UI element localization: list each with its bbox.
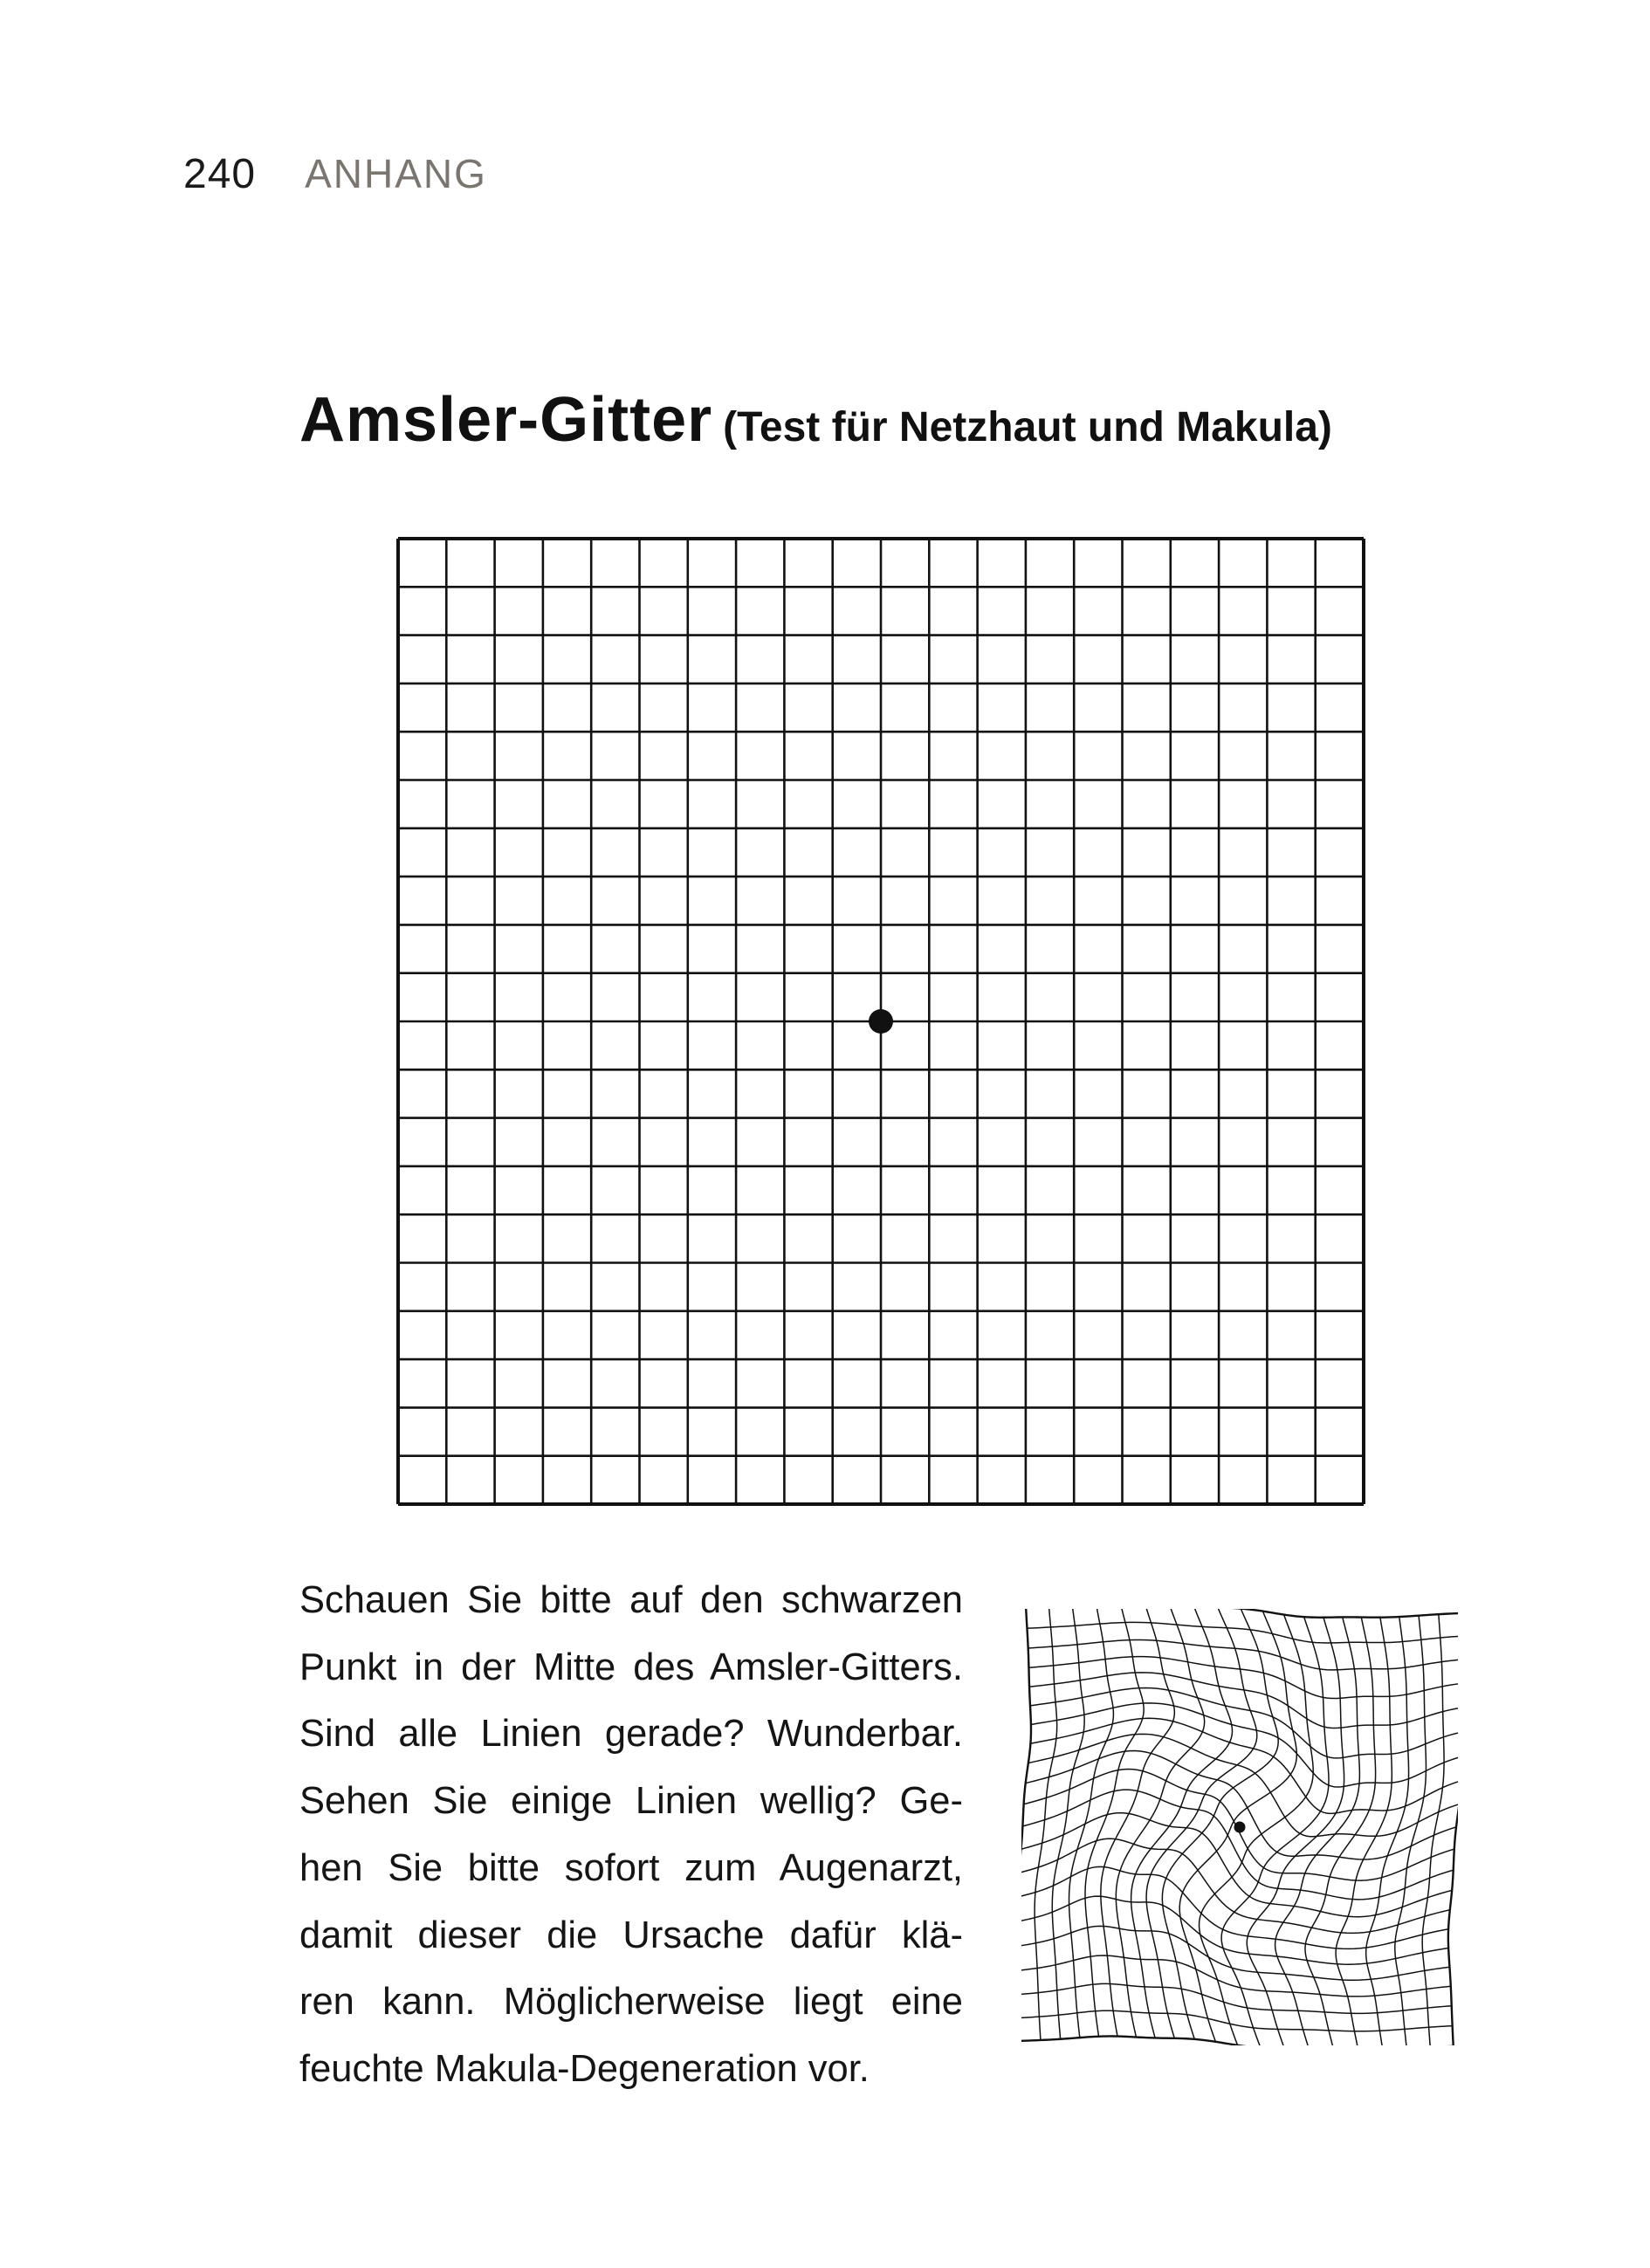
title-main: Amsler-Gitter: [299, 385, 713, 455]
wavy-line-vertical: [1336, 1618, 1392, 2045]
wavy-line-vertical: [1422, 1614, 1444, 2045]
wavy-line-vertical: [1275, 1617, 1360, 2045]
wavy-line-vertical: [1305, 1618, 1376, 2045]
running-head: [183, 150, 487, 203]
wavy-line-vertical: [1247, 1618, 1344, 2045]
wavy-line-vertical: [1069, 1609, 1114, 2038]
distorted-amsler-grid: [1021, 1609, 1458, 2045]
body-text: [299, 1567, 963, 2103]
page-title: [299, 384, 1332, 456]
wavy-line-horizontal: [1030, 1718, 1458, 1813]
wavy-line-vertical: [1052, 1609, 1084, 2039]
body-line: Sehen Sie einige Linien wellig? Ge-: [299, 1780, 963, 1823]
wavy-line-vertical: [1131, 1609, 1233, 2038]
wavy-line-horizontal: [1029, 1673, 1458, 1728]
body-line: Schauen Sie bitte auf den schwarzen: [299, 1579, 963, 1621]
center-dot: [869, 1009, 893, 1034]
section-label: ANHANG: [305, 151, 487, 196]
wavy-line-horizontal: [1027, 1622, 1458, 1643]
body-line: feuchte Makula-Degeneration vor.: [299, 2047, 870, 2090]
amsler-grid: [395, 536, 1366, 1507]
wavy-line-horizontal: [1030, 1688, 1458, 1758]
body-line: Punkt in der Mitte des Amsler-Gitters.: [299, 1646, 963, 1688]
wavy-line-vertical: [1035, 1609, 1057, 2040]
body-line: Sind alle Linien gerade? Wunderbar.: [299, 1713, 963, 1756]
body-line: ren kann. Möglicherweise liegt eine: [299, 1981, 963, 2024]
body-line: damit dieser die Ursache dafür klä-: [299, 1914, 963, 1956]
wavy-line-horizontal: [1028, 1639, 1458, 1669]
wavy-line-horizontal: [1021, 2010, 1453, 2031]
page-number: 240: [183, 151, 257, 197]
wavy-line-horizontal: [1021, 1983, 1452, 2013]
body-line: hen Sie bitte sofort zum Augenarzt,: [299, 1846, 963, 1889]
title-subtitle: (Test für Netzhaut und Makula): [723, 404, 1332, 450]
center-dot: [1234, 1822, 1246, 1833]
